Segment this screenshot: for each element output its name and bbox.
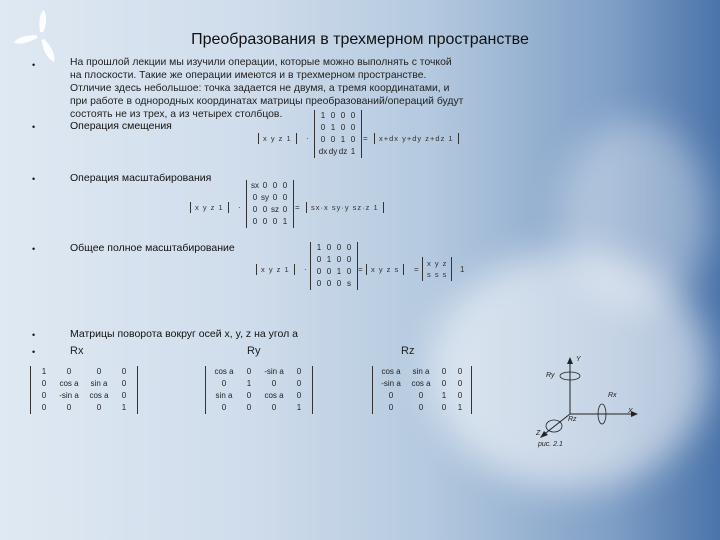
scaling-matrix-cell: 0 [252,217,258,226]
scaling-matrix-cell: 1 [282,217,288,226]
overall-matrix-cell: 1 [336,267,342,276]
ry-matrix-cell: 1 [246,379,252,388]
equals-sign: = [414,265,419,274]
overall-matrix-cell: 0 [326,243,332,252]
propeller-logo-icon [10,6,72,68]
rx-rotation-label: Rx [608,392,617,399]
rx-matrix-cell: 0 [121,379,127,388]
translation-matrix-cell: 1 [330,123,336,132]
translation-matrix-cell: 0 [350,123,356,132]
overall-matrix-cell: 0 [346,255,352,264]
scaling-matrix-cell: sz [271,205,279,214]
ry-matrix-cell: 0 [221,379,227,388]
translation-matrix [314,110,362,158]
overall-matrix-cell: 0 [336,255,342,264]
overall-matrix-cell: 0 [316,279,322,288]
axes-rotation-diagram [530,354,650,454]
ry-matrix-cell: 0 [271,379,277,388]
rz-matrix-cell: 0 [388,391,394,400]
ry-matrix-cell: sin a [215,391,233,400]
scaling-matrix-cell: 0 [282,193,288,202]
scaling-matrix-cell: 0 [252,193,258,202]
ry-label: Ry [247,345,261,357]
rx-matrix-cell: 0 [96,403,102,412]
overall-matrix-cell: 0 [346,243,352,252]
ry-matrix-cell: 0 [296,367,302,376]
ry-matrix-cell: 0 [271,403,277,412]
translation-matrix-cell: 0 [330,111,336,120]
ry-matrix-cell: -sin a [264,367,284,376]
ry-matrix-cell: 0 [246,403,252,412]
rz-matrix-cell: cos a [381,367,401,376]
rx-matrix-cell: 0 [41,391,47,400]
overall-matrix-cell: 0 [326,267,332,276]
equals-sign: = [363,134,368,143]
ry-matrix-cell: cos a [214,367,234,376]
rz-matrix-cell: 0 [441,403,447,412]
rotation-label: Матрицы поворота вокруг осей x, y, z на угол a [70,328,298,340]
bullet-marker: • [32,330,36,340]
overall-scaling-label: Общее полное масштабирование [70,242,235,254]
scaling-matrix-cell: 0 [262,181,268,190]
rz-matrix-cell: 1 [457,403,463,412]
translation-matrix-cell: 1 [320,111,326,120]
x-axis-label: X [628,408,633,415]
overall-result: x y z s [366,264,404,275]
ry-matrix-cell: 0 [246,391,252,400]
scaling-matrix-cell: sx [251,181,259,190]
overall-matrix-cell: 0 [336,279,342,288]
rx-matrix-cell: cos a [89,391,109,400]
rx-matrix-cell: 0 [41,403,47,412]
ry-matrix-cell: 0 [296,379,302,388]
scaling-matrix-cell: 0 [262,205,268,214]
rz-matrix-cell: 0 [418,391,424,400]
rx-matrix-cell: sin a [90,379,108,388]
y-axis-arrow [567,357,573,364]
ry-matrix-cell: 0 [246,367,252,376]
background-glow [560,120,710,310]
scaling-label: Операция масштабирования [70,172,212,184]
overall-matrix-cell: 1 [326,255,332,264]
rx-matrix-cell: 0 [41,379,47,388]
translation-matrix-cell: 0 [350,135,356,144]
translation-matrix-cell: dz [338,147,348,156]
rx-matrix-cell: 0 [66,367,72,376]
bullet-marker: • [32,60,36,70]
overall-matrix-cell: 1 [316,243,322,252]
rz-matrix-cell: 0 [457,391,463,400]
scaling-matrix [246,180,294,228]
rz-matrix-cell: sin a [412,367,430,376]
ry-matrix-cell: 0 [221,403,227,412]
rx-matrix-cell: 0 [66,403,72,412]
scaling-matrix-cell: 0 [282,181,288,190]
overall-matrix-cell: 0 [316,255,322,264]
scaling-matrix-cell: 0 [272,181,278,190]
bullet-marker: • [32,122,36,132]
rz-matrix-cell: -sin a [381,379,401,388]
rz-matrix-cell: 0 [441,379,447,388]
ry-matrix [205,366,313,414]
translation-matrix-cell: 0 [350,111,356,120]
rx-matrix [30,366,138,414]
fraction-tail: 1 [460,265,465,274]
slide-title: Преобразования в трехмерном пространстве [191,31,529,48]
overall-matrix-cell: s [347,279,351,288]
scaling-matrix-cell: 0 [282,205,288,214]
fraction-bottom: s s s [427,270,448,279]
multiply-sign: · [304,265,307,274]
rx-label: Rx [70,345,84,357]
equals-sign: = [295,203,300,212]
translation-matrix-cell: 1 [340,135,346,144]
rx-matrix-cell: 0 [121,367,127,376]
overall-matrix-cell: 0 [326,279,332,288]
translation-matrix-cell: 0 [320,123,326,132]
rx-matrix-cell: 0 [96,367,102,376]
translation-matrix-cell: 0 [340,111,346,120]
rz-matrix-cell: 0 [441,367,447,376]
rx-matrix-cell: 1 [121,403,127,412]
overall-matrix-cell: 0 [336,243,342,252]
rx-matrix-cell: cos a [59,379,79,388]
scaling-matrix-cell: sy [261,193,269,202]
scaling-vector: x y z 1 [190,202,229,213]
translation-matrix-cell: 0 [330,135,336,144]
rz-matrix-cell: 0 [388,403,394,412]
figure-caption: рис. 2.1 [538,441,563,448]
multiply-sign: · [238,203,241,212]
equals-sign: = [358,265,363,274]
rz-rotation-label: Rz [568,416,577,423]
bullet-marker: • [32,244,36,254]
translation-vector: x y z 1 [258,133,297,144]
translation-label: Операция смещения [70,120,172,132]
z-axis-label: Z [536,430,541,437]
multiply-sign: · [306,134,309,143]
translation-matrix-cell: 0 [320,135,326,144]
translation-matrix-cell: dx [318,147,328,156]
rz-matrix-cell: 1 [441,391,447,400]
translation-matrix-cell: 1 [350,147,356,156]
translation-matrix-cell: 0 [340,123,346,132]
ry-matrix-cell: 1 [296,403,302,412]
rz-matrix-cell: 0 [457,379,463,388]
overall-vector: x y z 1 [256,264,295,275]
rz-matrix [372,366,472,414]
intro-paragraph: На прошлой лекции мы изучили операции, которые можно выполнять с точкой на плоскости. Такие же операции имеются и в трехмерном пространстве. Отличие здесь небольшое: точка задается не двумя, а тремя координатами, и при работе в однородных координатах матрицы преобразований/операций будут состоять не из трех, а из четырех столбцов. [70,57,464,120]
scaling-matrix-cell: 0 [272,193,278,202]
scaling-result: sx·x sy·y sz·z 1 [306,202,384,213]
rx-matrix-cell: 1 [41,367,47,376]
rx-matrix-cell: 0 [121,391,127,400]
bullet-marker: • [32,174,36,184]
ry-matrix-cell: cos a [264,391,284,400]
bullet-marker: • [32,347,36,357]
fraction-top: x y z [427,259,448,268]
overall-fraction [422,257,452,281]
rz-label: Rz [401,345,415,357]
translation-matrix-cell: dy [328,147,338,156]
rz-matrix-cell: 0 [418,403,424,412]
scaling-matrix-cell: 0 [262,217,268,226]
overall-matrix-cell: 0 [316,267,322,276]
rz-matrix-cell: 0 [457,367,463,376]
rz-matrix-cell: cos a [411,379,431,388]
scaling-matrix-cell: 0 [252,205,258,214]
overall-scaling-matrix [310,242,358,290]
ry-rotation-label: Ry [546,372,555,379]
rx-matrix-cell: -sin a [59,391,79,400]
translation-result: x+dx y+dy z+dz 1 [374,133,459,144]
scaling-matrix-cell: 0 [272,217,278,226]
y-axis-label: Y [576,356,581,363]
overall-matrix-cell: 0 [346,267,352,276]
ry-matrix-cell: 0 [296,391,302,400]
